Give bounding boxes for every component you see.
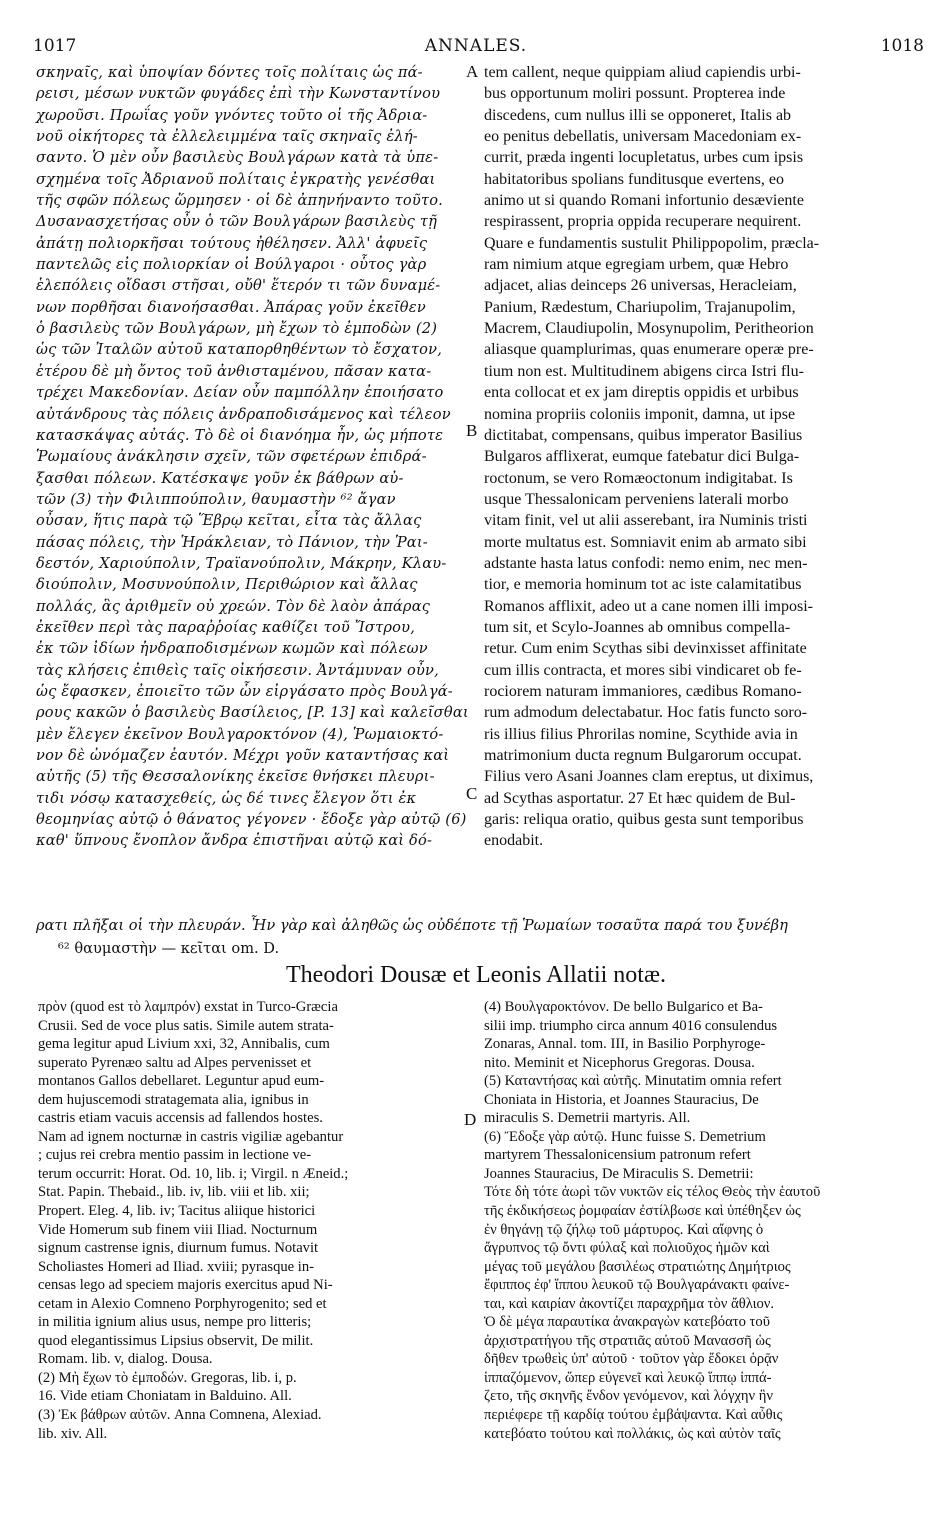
greek-text-line: θεομηνίας αὐτῷ ὁ θάνατος γέγονεν · ἔδοξε γὰρ αὐτῷ (6) bbox=[36, 811, 467, 829]
latin-text-line: ram nimium atque egregiam urbem, quæ Hebro bbox=[484, 256, 789, 274]
greek-text-line: διούπολιν, Μοσυνούπολιν, Περιθώριον καὶ ἄλλας bbox=[36, 576, 418, 594]
latin-text-line: adjacet, alias deinceps 26 universas, Heracleiam, bbox=[484, 277, 797, 295]
latin-text-line: habitatoribus spolians funditusque evertens, eo bbox=[484, 170, 784, 188]
note-line: Ὁ δὲ μέγα παραυτίκα ἀνακραγὼν κατεβόατο τοῦ bbox=[484, 1314, 770, 1331]
greek-text-line: ρεισι, μέσων νυκτῶν φυγάδες ἐπὶ τὴν Κωνσταντίνου bbox=[36, 85, 441, 103]
latin-text-line: morte multatus est. Somniavit enim ab armato sibi bbox=[484, 533, 807, 551]
latin-text-line: dictitabat, compensans, quibus imperator Basilius bbox=[484, 426, 803, 444]
note-line: 16. Vide etiam Choniatam in Balduino. All. bbox=[38, 1388, 292, 1405]
note-line: (5) Καταντήσας καὶ αὐτῆς. Minutatim omnia refert bbox=[484, 1073, 782, 1090]
margin-letter-a: A bbox=[466, 62, 479, 81]
greek-text-line: σχημένα τοῖς Ἀδριανοῦ πολίταις ἐγκρατὴς γενέσθαι bbox=[36, 170, 436, 188]
greek-text-line: καθ' ὕπνους ἔνοπλον ἄνδρα ἐπιστῆναι αὐτῷ καὶ δό- bbox=[36, 832, 433, 850]
latin-text-line: enta collocat et ex jam direptis oppidis et urbibus bbox=[484, 384, 799, 402]
greek-text-line: ρους κακῶν ὁ βασιλεὺς Βασίλειος, [P. 13] καὶ καλεῖσθαι bbox=[36, 704, 469, 722]
greek-text-line: τιδι νόσῳ κατασχεθείς, ὡς δέ τινες ἔλεγον ὅτι ἐκ bbox=[36, 789, 417, 807]
notes-right-column bbox=[484, 998, 924, 1443]
note-line: censas lego ad speciem majoris exercitus apud Ni- bbox=[38, 1277, 333, 1294]
latin-text-line: Panium, Rædestum, Chariupolim, Trajanupolim, bbox=[484, 298, 796, 316]
note-line: nito. Meminit et Nicephorus Gregoras. Dousa. bbox=[484, 1054, 755, 1071]
greek-text-line: μὲν ἔλεγεν ἐκεῖνον Βουλγαροκτόνον (4), Ῥωμαιοκτό- bbox=[36, 725, 444, 743]
greek-text-line: αὐτῆς (5) τῆς Θεσσαλονίκης ἐκεῖσε θνήσκει πλευρι- bbox=[36, 768, 435, 786]
latin-text-line: cum illis contracta, et mores sibi vindicaret ob fe- bbox=[484, 661, 802, 679]
latin-text-line: Quare e fundamentis sustulit Philippopolim, præcla- bbox=[484, 234, 820, 252]
note-line: (6) Ἔδοξε γὰρ αὐτῷ. Hunc fuisse S. Demetrium bbox=[484, 1128, 766, 1145]
latin-text-line: Bulgaros afflixerat, eumque fatebatur dici Bulga- bbox=[484, 448, 800, 466]
note-line: (4) Βουλγαροκτόνον. De bello Bulgarico et Ba- bbox=[484, 999, 763, 1015]
latin-text-line: vitam finit, vel ut alii asserebant, ira Numinis tristi bbox=[484, 512, 808, 530]
note-line: in militia ignium alius usus, nempe pro litteris; bbox=[38, 1314, 312, 1331]
greek-text-line: ἑτέρου δὲ μὴ ὄντος τοῦ ἀνθισταμένου, πᾶσαν κατα- bbox=[36, 362, 432, 380]
latin-text-line: usque Thessalonicam perveniens laterali morbo bbox=[484, 490, 789, 508]
note-line: gema legitur apud Livium xxi, 32, Annibalis, cum bbox=[38, 1036, 330, 1053]
note-line: ; cujus rei crebra mentio passim in lectione ve- bbox=[38, 1147, 312, 1164]
note-line: superato Pyrenæo saltu ad Alpes pervenisset et bbox=[38, 1054, 312, 1071]
note-line: ἀρχιστρατήγου τῆς στρατιᾶς αὐτοῦ Μανασσῆ ὡς bbox=[484, 1332, 771, 1349]
note-line: miraculis S. Demetrii martyris. All. bbox=[484, 1110, 691, 1127]
latin-text-line: tior, e memoria hominum tot ac iste calamitatibus bbox=[484, 576, 802, 594]
greek-text-line: παντελῶς εἰς πολιορκίαν οἱ Βούλγαροι · οὗτος γὰρ bbox=[36, 256, 427, 274]
latin-text-line: discedens, cum nullus illi se opponeret, Italis ab bbox=[484, 106, 792, 124]
greek-text-line: ὡς τῶν Ἰταλῶν αὐτοῦ καταπορθηθέντων τὸ ἔσχατον, bbox=[36, 341, 443, 359]
note-line: (3) Ἐκ βάθρων αὐτῶν. Anna Comnena, Alexiad. bbox=[38, 1407, 322, 1424]
notes-heading: Theodori Dousæ et Leonis Allatii notæ. bbox=[286, 962, 666, 988]
note-line: montanos Gallos debellaret. Leguntur apud eum- bbox=[38, 1073, 325, 1090]
note-line: signum castrense ignis, diurnum fumus. Notavit bbox=[38, 1240, 319, 1257]
greek-text-line: νοῦ οἰκήτορες τὰ ἐλλελειμμένα ταῖς σκηναῖς ἐλή- bbox=[36, 128, 418, 146]
note-line: terum occurrit: Horat. Od. 10, lib. i; Virgil. n Æneid.; bbox=[38, 1165, 349, 1182]
greek-text-line: τὰς κλήσεις ἐπιθεὶς ταῖς οἰκήσεσιν. Ἀντάμυναν οὖν, bbox=[36, 661, 439, 679]
note-line: Joannes Stauracius, De Miraculis S. Demetrii: bbox=[484, 1165, 754, 1182]
margin-letter-d: D bbox=[464, 1110, 477, 1129]
latin-text-column bbox=[484, 62, 924, 852]
latin-text-line: Filius vero Asani Joannes clam ereptus, ut diximus, bbox=[484, 768, 814, 786]
note-line: Choniata in Historia, et Joannes Stauracius, De bbox=[484, 1091, 759, 1108]
greek-text-line: χωροῦσι. Πρωΐας γοῦν γνόντες τοῦτο οἱ τῆς Ἀδρια- bbox=[36, 106, 428, 124]
latin-text-line: nomina propriis coloniis imponit, damna, ut ipse bbox=[484, 405, 796, 423]
note-line: (2) Μὴ ἔχων τὸ ἐμποδών. Gregoras, lib. i, p. bbox=[38, 1369, 297, 1386]
note-line: Stat. Papin. Thebaid., lib. iv, lib. viii et lib. xii; bbox=[38, 1184, 310, 1201]
latin-text-line: tium non est. Multitudinem abigens circa Istri flu- bbox=[484, 362, 804, 380]
note-line: Scholiastes Homeri ad Iliad. xviii; pyrasque in- bbox=[38, 1258, 315, 1275]
latin-text-line: garis: reliqua oratio, quibus gesta sunt temporibus bbox=[484, 811, 804, 829]
margin-letter-c: C bbox=[466, 784, 478, 803]
latin-text-line: ris illius filius Phrorilas nomine, Scythide avia in bbox=[484, 725, 798, 743]
note-line: τῆς ἐκδικήσεως ῥομφαίαν ἐστίλβωσε καὶ ὑπέθηξεν ὡς bbox=[484, 1203, 801, 1220]
greek-text-line: ἐκ τῶν ἰδίων ἠνδραποδισμένων κωμῶν καὶ πόλεων bbox=[36, 640, 428, 658]
note-line: ἄγρυπνος τῷ ὄντι φύλαξ καὶ πολιοῦχος ἡμῶν καὶ bbox=[484, 1240, 770, 1257]
greek-text-line: σκηναῖς, καὶ ὑποψίαν δόντες τοῖς πολίταις ὡς πά- bbox=[36, 64, 423, 81]
note-line: μέγας τοῦ μεγάλου βασιλέως στρατιώτης Δημήτριος bbox=[484, 1258, 791, 1275]
notes-left-column bbox=[38, 998, 468, 1443]
latin-text-line: retur. Cum enim Scythas sibi devinxisset affinitate bbox=[484, 640, 807, 658]
greek-text-line: σαντο. Ὁ μὲν οὖν βασιλεὺς Βουλγάρων κατὰ τὰ ὑπε- bbox=[36, 149, 439, 167]
note-line: πρὸν (quod est τὸ λαμπρόν) exstat in Turco-Græcia bbox=[38, 999, 338, 1015]
greek-text-line: τῆς σφῶν πόλεως ὥρμησεν · οἱ δὲ ἀπηνήναντο τοῦτο. bbox=[36, 192, 444, 210]
greek-text-line: πολλάς, ἃς ἀριθμεῖν οὐ χρεών. Τὸν δὲ λαὸν ἀπάρας bbox=[36, 597, 431, 615]
note-line: Nam ad ignem nocturnæ in castris vigiliæ agebantur bbox=[38, 1128, 344, 1145]
greek-text-line: ὡς ἔφασκεν, ἐποιεῖτο τῶν ὧν εἰργάσατο πρὸς Βουλγά- bbox=[36, 682, 453, 700]
running-title: ANNALES. bbox=[424, 36, 528, 56]
note-line: dem hujuscemodi stratagemata alia, ignibus in bbox=[38, 1091, 309, 1108]
greek-text-line: Δυσανασχετήσας οὖν ὁ τῶν Βουλγάρων βασιλεὺς τῇ bbox=[36, 213, 438, 231]
greek-text-line: πάσας πόλεις, τὴν Ἡράκλειαν, τὸ Πάνιον, τὴν Ῥαι- bbox=[36, 533, 428, 551]
note-line: Τότε δὴ τότε ἀωρὶ τῶν νυκτῶν εἰς τέλος Θεὸς τὴν ἑαυτοῦ bbox=[484, 1184, 821, 1201]
latin-text-line: tem callent, neque quippiam aliud capiendis urbi- bbox=[484, 64, 801, 81]
note-line: ἱππαζόμενον, ὥπερ εὐγενεῖ καὶ λευκῷ ἵππῳ ἱππά- bbox=[484, 1369, 772, 1386]
latin-text-line: eo penitus debellatis, universam Macedoniam ex- bbox=[484, 128, 802, 146]
note-line: Propert. Eleg. 4, lib. iv; Tacitus aliique historici bbox=[38, 1203, 316, 1220]
note-line: Crusii. Sed de voce plus satis. Simile autem strata- bbox=[38, 1017, 334, 1034]
greek-text-line: ξασθαι πόλεων. Κατέσκαψε γοῦν ἐκ βάθρων αὐ- bbox=[36, 469, 404, 487]
latin-text-line: matrimonium ducta regnum Bulgarorum occupat. bbox=[484, 747, 802, 764]
latin-text-line: Romanos afflixit, adeo ut a cane nomen illi imposi- bbox=[484, 597, 813, 615]
greek-text-line: οὖσαν, ἥτις παρὰ τῷ Ἕβρῳ κεῖται, εἶτα τὰς ἄλλας bbox=[36, 512, 422, 530]
greek-text-line: ἐκεῖθεν περὶ τὰς παραῤῥοίας καθίζει τοῦ Ἴστρου, bbox=[36, 618, 416, 636]
latin-text-line: respirassent, propria oppida recuperare nequirent. bbox=[484, 213, 802, 231]
latin-text-line: roctonum, se vero Romæoctonum indigitabat. Is bbox=[484, 469, 793, 487]
greek-text-line: ὁ βασιλεὺς τῶν Βουλγάρων, μὴ ἔχων τὸ ἐμποδὼν (2) bbox=[36, 320, 438, 338]
latin-text-line: rociorem naturam immaniores, cædibus Romano- bbox=[484, 682, 802, 700]
margin-letter-b: B bbox=[466, 421, 478, 440]
note-line: Romam. lib. v, dialog. Dousa. bbox=[38, 1351, 213, 1368]
latin-text-line: bus opportunum moliri possunt. Propterea inde bbox=[484, 85, 786, 103]
greek-text-line: νον δὲ ὠνόμαζεν ἑαυτόν. Μέχρι γοῦν καταντήσας καὶ bbox=[36, 747, 450, 764]
greek-text-column bbox=[36, 62, 469, 852]
latin-text-line: rum admodum delectabatur. Hoc fatis functo soro- bbox=[484, 704, 808, 722]
greek-text-line: αὐτάνδρους τὰς πόλεις ἀνδραποδισάμενος καὶ τέλεον bbox=[36, 405, 451, 423]
page-header bbox=[0, 0, 952, 60]
note-line: ἔφιππος ἐφ' ἵππου λευκοῦ τῷ Βουλγαράνακτι φαίνε- bbox=[484, 1277, 790, 1294]
note-line: περιέφερε τῇ καρδίᾳ τούτου ἐμβάψαντα. Καὶ αὖθις bbox=[484, 1407, 783, 1424]
note-line: ζετο, τῆς σκηνῆς ἔνδον γενόμενον, καὶ λόγχην ἣν bbox=[484, 1388, 774, 1405]
variant-reading-note: ⁶² θαυμαστὴν — κεῖται om. D. bbox=[58, 940, 280, 957]
right-page-number: 1018 bbox=[880, 36, 924, 56]
greek-text-line: Ῥωμαίους ἀνάκλησιν σχεῖν, τῶν σφετέρων ἐπιδρά- bbox=[36, 448, 427, 466]
latin-text-line: enodabit. bbox=[484, 832, 544, 850]
latin-text-line: tum sit, et Scylo-Joannes ab omnibus compella- bbox=[484, 618, 791, 636]
greek-text-line: ἀπάτῃ πολιορκῆσαι τούτους ἠθέλησεν. Ἀλλ' ἀφυεῖς bbox=[36, 234, 428, 252]
latin-text-line: ad Scythas asportatur. 27 Et hæc quidem de Bul- bbox=[484, 789, 796, 807]
note-line: ται, καὶ καιρίαν ἀκοντίζει παραχρῆμα τὸν ἄθλιον. bbox=[484, 1295, 775, 1312]
greek-text-line: κατασκάψας αὐτάς. Τὸ δὲ οἱ διανόημα ἦν, ὡς μήποτε bbox=[36, 426, 444, 444]
note-line: martyrem Thessalonicensium patronum refert bbox=[484, 1147, 751, 1164]
latin-text-line: adstante hasta latus confodi: nemo enim, nec men- bbox=[484, 554, 808, 572]
note-line: quod elegantissimus Lipsius observit, De milit. bbox=[38, 1332, 314, 1349]
note-line: Zonaras, Annal. tom. III, in Basilio Porphyroge- bbox=[484, 1036, 766, 1053]
note-line: silii imp. triumpho circa annum 4016 consulendus bbox=[484, 1017, 778, 1034]
left-page-number: 1017 bbox=[33, 36, 77, 56]
note-line: ἐν θηγάνῃ τῷ ζήλῳ τοῦ μάρτυρος. Καὶ αἴφνης ὁ bbox=[484, 1221, 764, 1238]
latin-text-line: animo ut si quando Romani infortunio desæviente bbox=[484, 192, 804, 210]
greek-continuation-line: ρατι πλῆξαι οἱ τὴν πλευράν. Ἦν γὰρ καὶ ἀληθῶς ὡς οὐδέποτε τῇ Ῥωμαίων τοσαῦτα παρά του ξυνέβη bbox=[36, 917, 788, 934]
note-line: δῆθεν τρωθεὶς ὑπ' αὐτοῦ · τοῦτον γὰρ ἔδοκει ὁρᾷν bbox=[484, 1351, 779, 1368]
note-line: Vide Homerum sub finem viii Iliad. Nocturnum bbox=[38, 1221, 318, 1238]
greek-text-line: νων πορθῆσαι διανοήσασθαι. Ἀπάρας γοῦν ἐκεῖθεν bbox=[36, 298, 426, 316]
greek-text-line: τρέχει Μακεδονίαν. Δείαν οὖν παμπόλλην ἐποιήσατο bbox=[36, 384, 444, 402]
latin-text-line: Macrem, Claudiupolin, Mosynupolim, Peritheorion bbox=[484, 320, 814, 338]
greek-text-line: τῶν (3) τὴν Φιλιππούπολιν, θαυμαστὴν ⁶² ἄγαν bbox=[36, 490, 396, 508]
note-line: lib. xiv. All. bbox=[38, 1425, 108, 1442]
note-line: κατεβόατο τούτου καὶ πολλάκις, ὡς καὶ αὐτὸν ταῖς bbox=[484, 1425, 781, 1442]
greek-text-line: ἑλεπόλεις οἴδασι στῆσαι, οὔθ' ἕτερόν τι τῶν δυναμέ- bbox=[36, 277, 441, 295]
latin-text-line: currit, præda ingenti locupletatus, urbes cum ipsis bbox=[484, 149, 804, 167]
note-line: castris etiam vacuis accensis ad fallendos hostes. bbox=[38, 1110, 323, 1127]
latin-text-line: aliasque quamplurimas, quas enumerare operæ pre- bbox=[484, 341, 814, 359]
greek-text-line: δεστόν, Χαριούπολιν, Τραϊανούπολιν, Μάκρην, Κλαυ- bbox=[36, 554, 447, 572]
note-line: cetam in Alexio Comneno Porphyrogenito; sed et bbox=[38, 1295, 327, 1312]
